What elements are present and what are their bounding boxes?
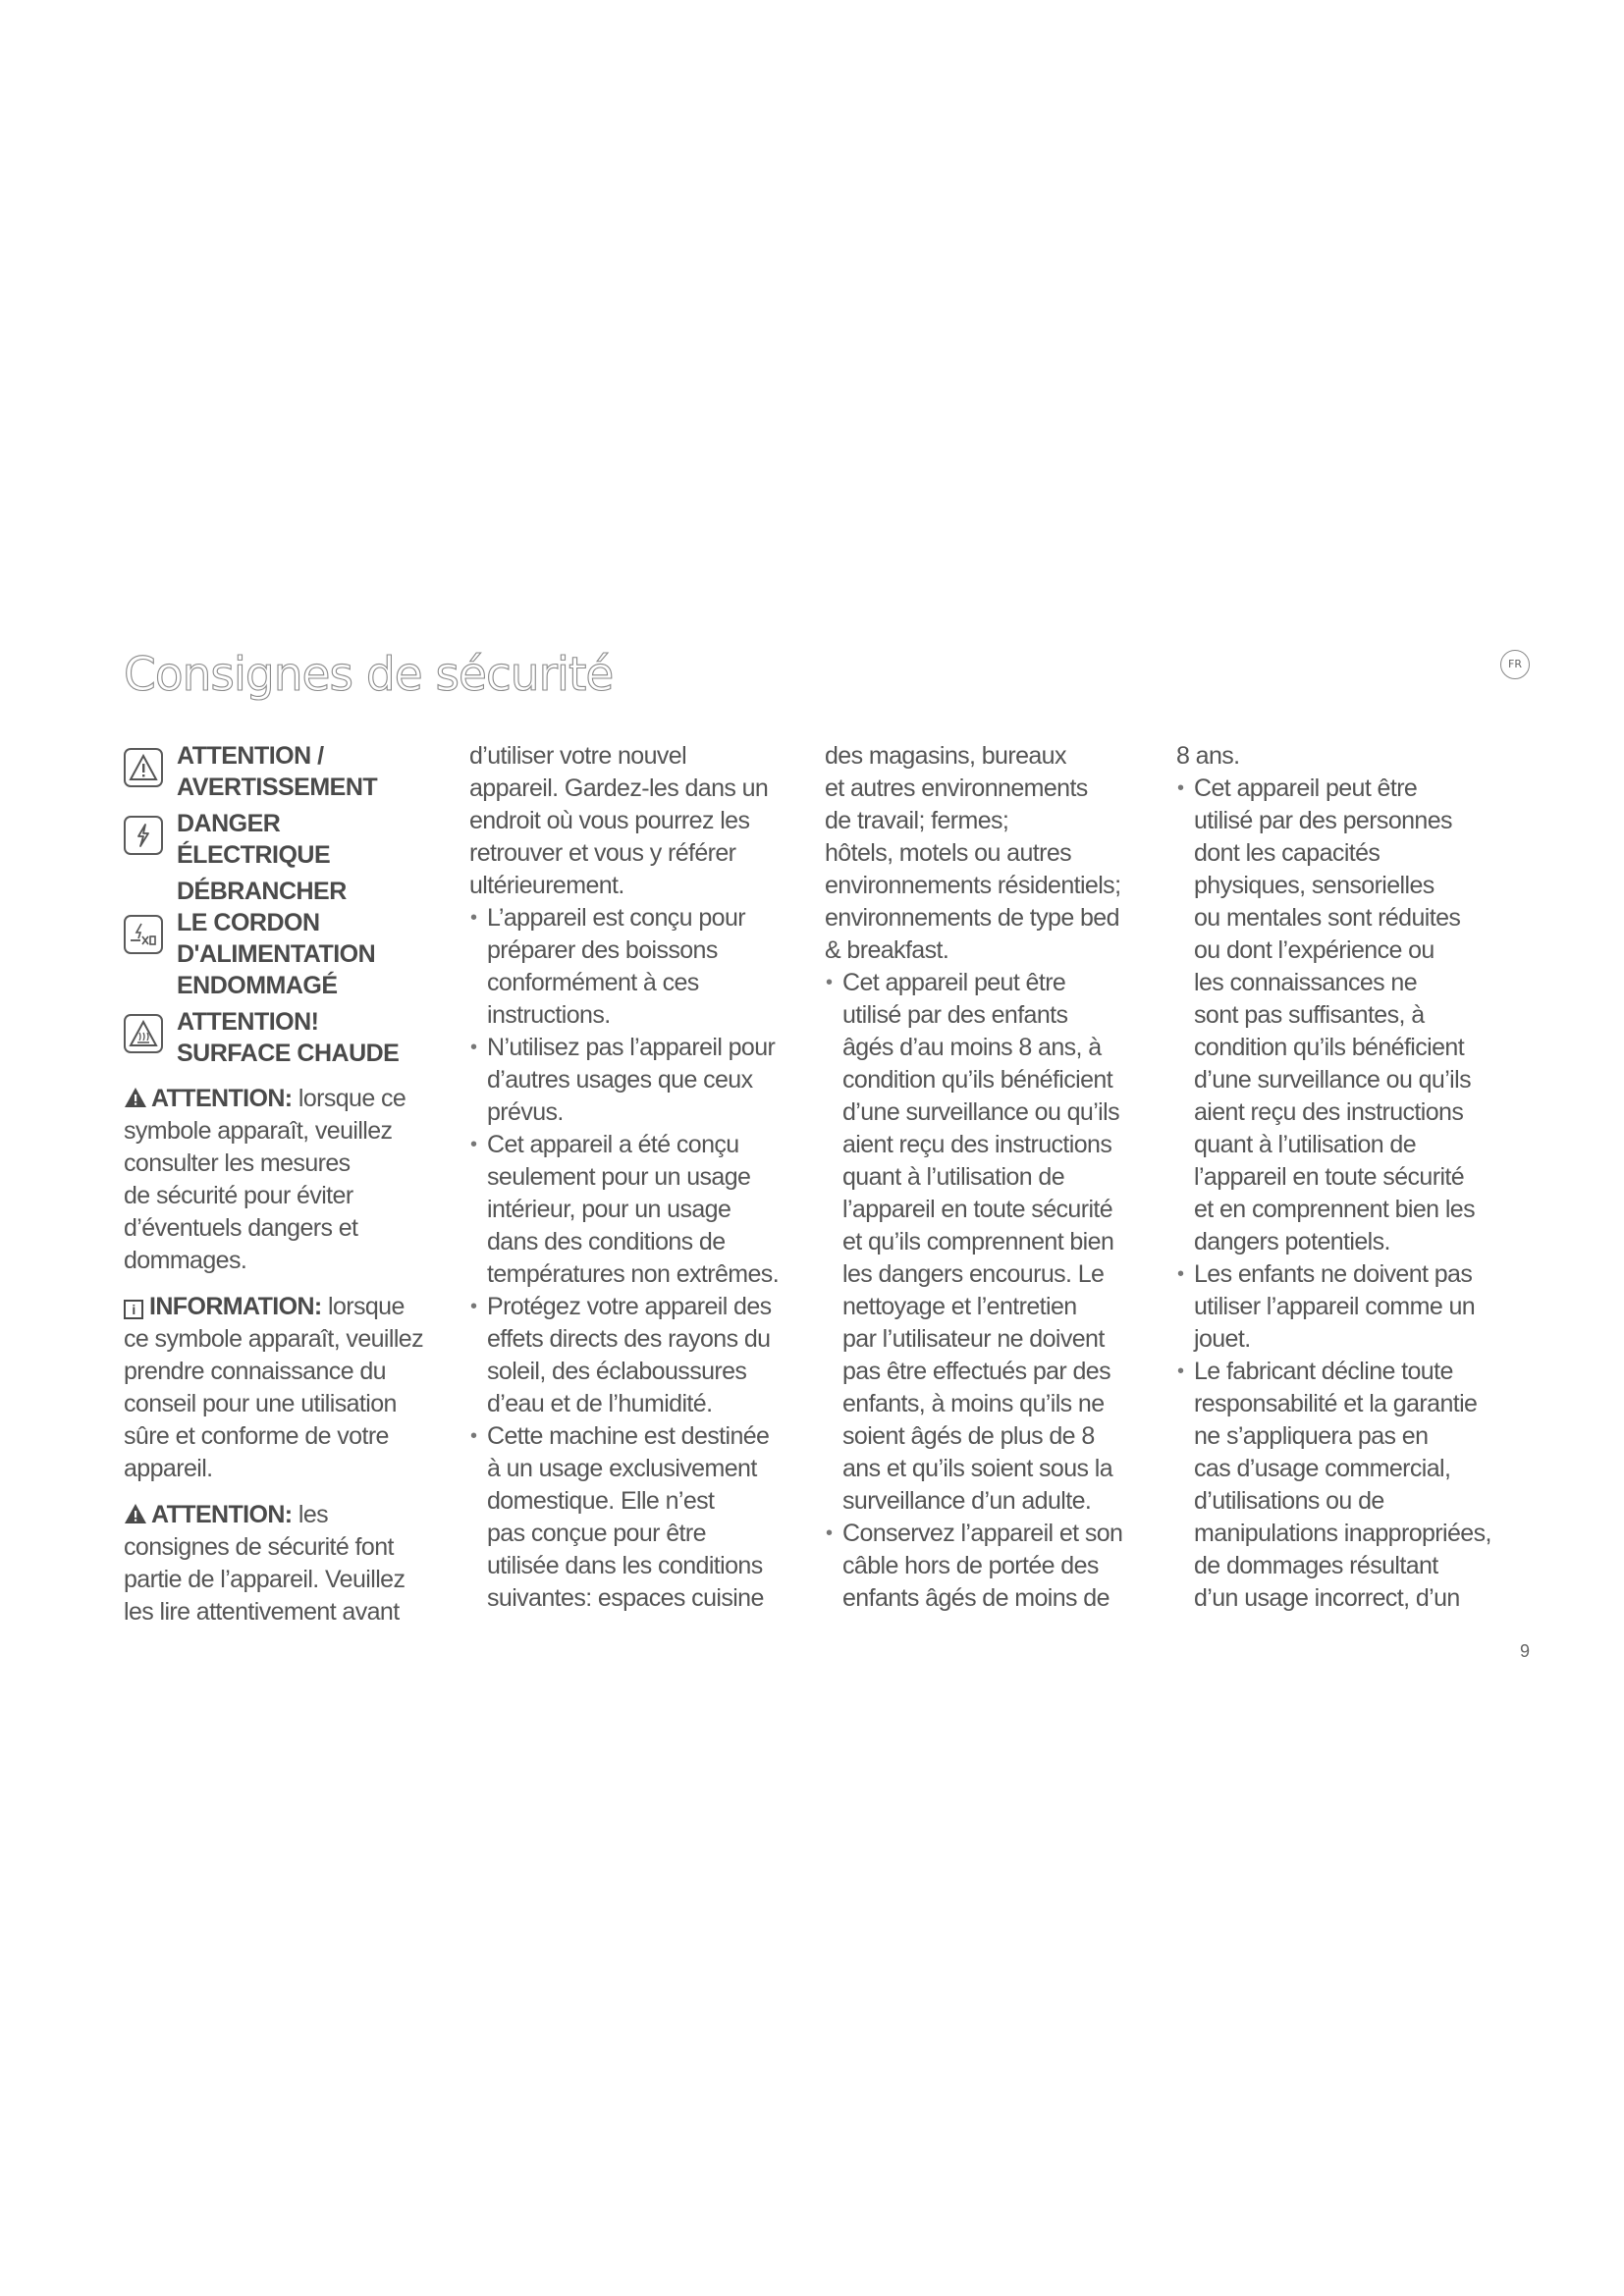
hot-surface-icon [124,1014,163,1053]
column-2 [469,740,818,1615]
electric-bolt-icon [124,816,163,855]
list-item: • Le fabricant décline toute responsabilité et la garantie ne s’appliquera pas en cas d’usage commercial, d’utilisations ou de manipulations inappropriées, de dommages résultant d’un usage incorrect, d’un [1176,1356,1515,1615]
list-item: • L’appareil est conçu pour préparer des boissons conformément à ces instructions. [469,902,818,1032]
symbol-danger-label: DANGER ÉLECTRIQUE [177,810,331,869]
list-item: • Cette machine est destinée à un usage exclusivement domestique. Elle n’est pas conçue pour être utilisée dans les conditions suivantes: espaces cuisine [469,1420,818,1615]
symbol-hot-label: ATTENTION! SURFACE CHAUDE [177,1008,400,1067]
symbol-unplug-top-row [124,876,458,907]
warning-triangle-icon [124,1503,147,1524]
list-item: • Cet appareil a été conçu seulement pour un usage intérieur, pour un usage dans des conditions de températures non extrêmes. [469,1129,818,1291]
column-3 [825,740,1178,1615]
symbol-hot-row [124,1006,458,1069]
symbol-unplug-top-label: DÉBRANCHER [177,878,347,905]
paragraph-text: 8 ans. [1176,742,1240,770]
symbol-attention-row [124,740,458,803]
list-item: • Cet appareil peut être utilisé par des enfants âgés d’au moins 8 ans, à condition qu’ils bénéficient d’une surveillance ou qu’ils aient reçu des instructions quant à l’utilisation de l’appareil en toute sécurité et qu’ils comprennent bien les dangers encourus. Le nettoyage et l’entretien par l’utilisateur ne doivent pas être effectués par des enfants, à moins qu’ils ne soient âgés de plus de 8 ans et qu’ils soient sous la surveillance d’un adulte. [825,967,1178,1518]
information-text: lorsque ce symbole apparaît, veuillez prendre connaissance du conseil pour une utilisation sûre et conforme de votre appareil. [124,1293,423,1482]
paragraph-text: des magasins, bureaux et autres environnements de travail; fermes; hôtels, motels ou autres environnements résidentiels; environnements de type bed & breakfast. [825,742,1121,964]
language-badge: FR [1500,650,1530,679]
page-number: 9 [1520,1641,1531,1661]
information-lead: INFORMATION: [149,1293,322,1320]
warning-triangle-icon [124,1087,147,1108]
attention-text: les consignes de sécurité font partie de l’appareil. Veuillez les lire attentivement avant [124,1501,406,1626]
symbol-attention-label: ATTENTION / AVERTISSEMENT [177,742,378,801]
attention-lead: ATTENTION: [151,1501,293,1528]
information-icon: i [124,1300,143,1319]
list-item: • Conservez l’appareil et son câble hors de portée des enfants âgés de moins de [825,1518,1178,1615]
attention-paragraph-1 [124,1083,458,1277]
attention-text: lorsque ce symbole apparaît, veuillez consulter les mesures de sécurité pour éviter d’éventuels dangers et dommages. [124,1085,406,1274]
attention-lead: ATTENTION: [151,1085,293,1112]
page-title: Consignes de sécurité [124,648,614,702]
symbol-unplug-label: LE CORDON D'ALIMENTATION ENDOMMAGÉ [177,909,376,999]
list-item: • N’utilisez pas l’appareil pour d’autres usages que ceux prévus. [469,1032,818,1129]
column-1 [124,740,458,1629]
list-item: • Cet appareil peut être utilisé par des personnes dont les capacités physiques, sensorielles ou mentales sont réduites ou dont l’expérience ou les connaissances ne sont pas suffisantes, à condition qu’ils bénéficient d’une surveillance ou qu’ils aient reçu des instructions quant à l’utilisation de l’appareil en toute sécurité et en comprennent bien les dangers potentiels. [1176,773,1515,1258]
paragraph-text: d’utiliser votre nouvel appareil. Gardez-les dans un endroit où vous pourrez les retrouver et vous y référer ultérieurement. [469,742,769,899]
warning-triangle-icon [124,748,163,787]
symbol-unplug-row [124,907,458,1001]
damaged-cord-icon [124,915,163,954]
symbol-danger-row [124,808,458,871]
information-paragraph [124,1291,458,1485]
list-item: • Les enfants ne doivent pas utiliser l’appareil comme un jouet. [1176,1258,1515,1356]
list-item: • Protégez votre appareil des effets directs des rayons du soleil, des éclaboussures d’eau et de l’humidité. [469,1291,818,1420]
attention-paragraph-2 [124,1499,458,1629]
column-4 [1176,740,1515,1615]
